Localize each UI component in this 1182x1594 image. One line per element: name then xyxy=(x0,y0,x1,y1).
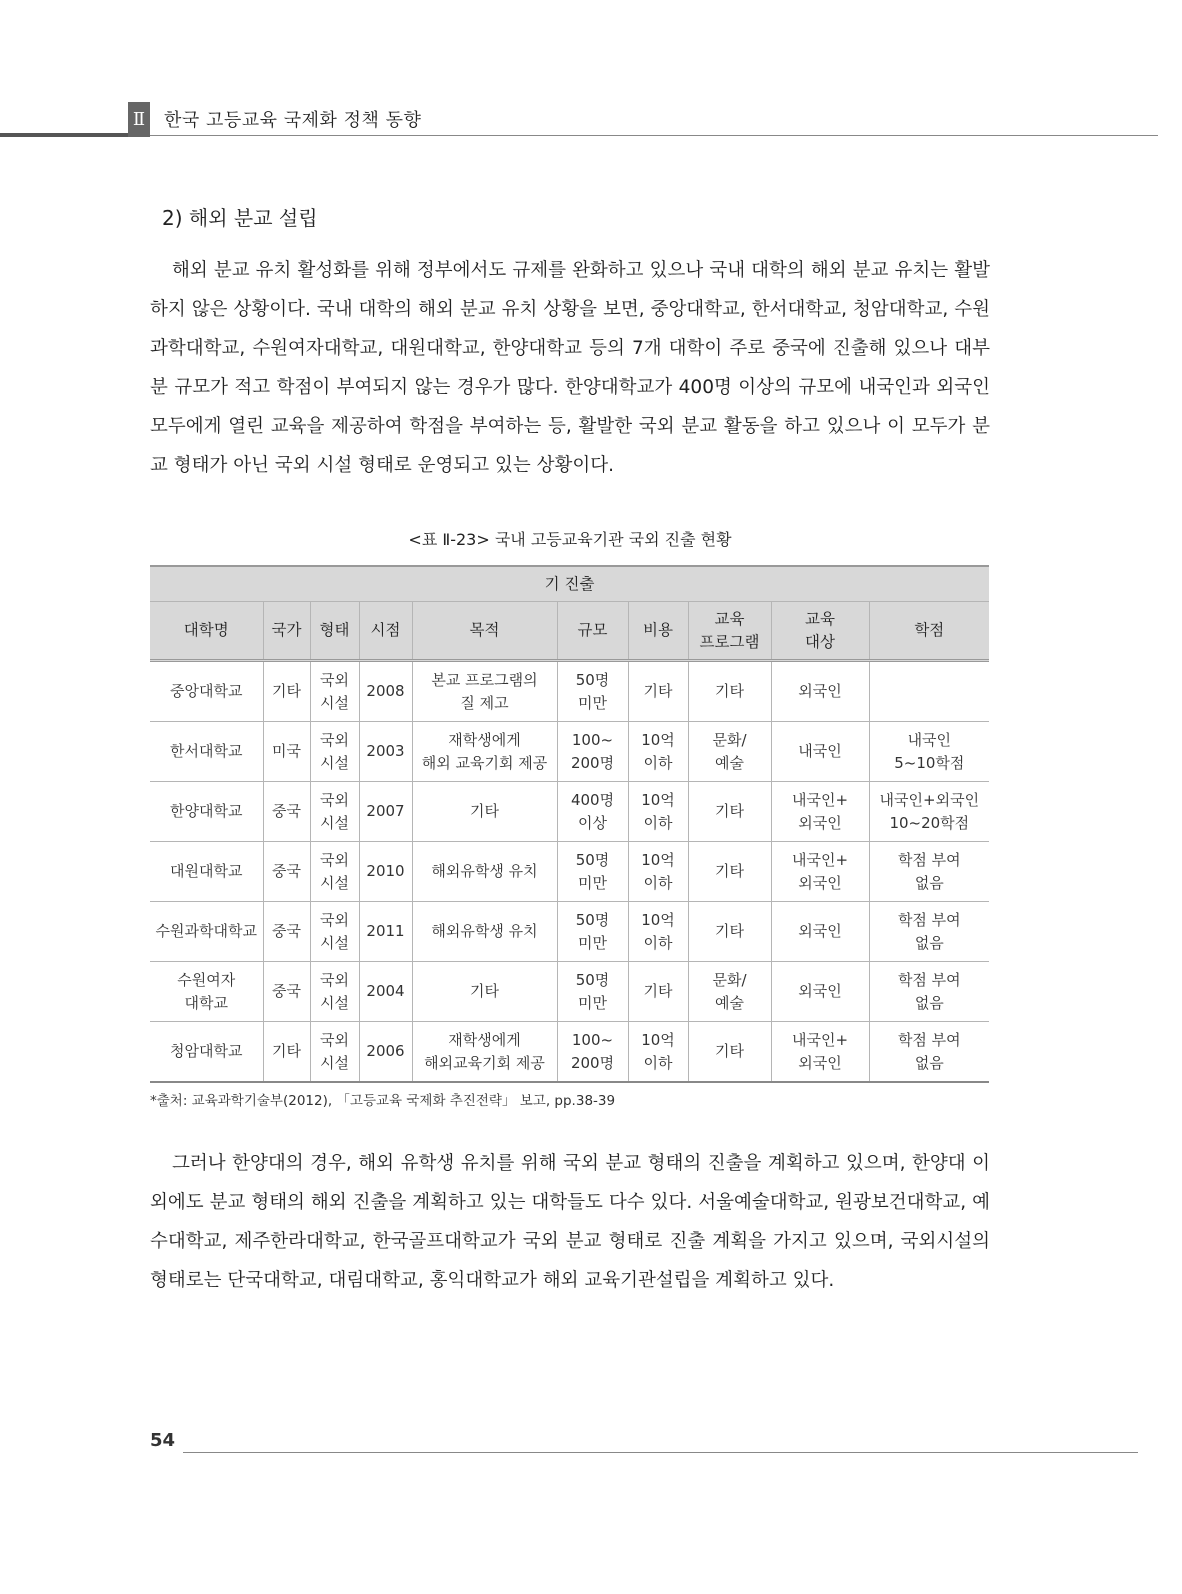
table-group-header: 기 진출 xyxy=(150,566,989,602)
table-cell: 외국인 xyxy=(771,962,869,1022)
table-row xyxy=(150,722,989,782)
table-cell: 기타 xyxy=(688,842,771,902)
table-cell: 학점 부여 없음 xyxy=(869,1022,989,1083)
table-cell: 2010 xyxy=(359,842,412,902)
table-cell: 학점 부여 없음 xyxy=(869,962,989,1022)
table-cell xyxy=(869,661,989,722)
table-cell: 기타 xyxy=(412,782,557,842)
table-cell: 중국 xyxy=(263,902,310,962)
table-cell: 10억 이하 xyxy=(628,722,688,782)
section-title: 2) 해외 분교 설립 xyxy=(162,206,318,230)
table-cell: 기타 xyxy=(688,782,771,842)
table-cell: 국외 시설 xyxy=(310,902,359,962)
table-cell: 중앙대학교 xyxy=(150,661,263,722)
table-cell: 해외유학생 유치 xyxy=(412,842,557,902)
table-cell: 기타 xyxy=(263,1022,310,1083)
table-cell: 수원과학대학교 xyxy=(150,902,263,962)
table-cell: 2008 xyxy=(359,661,412,722)
table-cell: 2003 xyxy=(359,722,412,782)
table-cell: 2011 xyxy=(359,902,412,962)
chapter-title: 한국 고등교육 국제화 정책 동향 xyxy=(164,110,422,131)
table-cell: 내국인 5~10학점 xyxy=(869,722,989,782)
column-header: 교육 프로그램 xyxy=(688,602,771,661)
table-cell: 100~ 200명 xyxy=(557,722,628,782)
column-header: 규모 xyxy=(557,602,628,661)
table-cell: 50명 미만 xyxy=(557,962,628,1022)
header-rule xyxy=(128,135,1158,136)
table-cell: 50명 미만 xyxy=(557,842,628,902)
table-row xyxy=(150,902,989,962)
table-cell: 대원대학교 xyxy=(150,842,263,902)
table-cell: 한양대학교 xyxy=(150,782,263,842)
column-header: 비용 xyxy=(628,602,688,661)
column-header: 시점 xyxy=(359,602,412,661)
table-cell: 국외 시설 xyxy=(310,722,359,782)
table-cell: 10억 이하 xyxy=(628,1022,688,1083)
table-cell: 내국인+ 외국인 xyxy=(771,842,869,902)
table-cell: 한서대학교 xyxy=(150,722,263,782)
table-row xyxy=(150,1022,989,1083)
table-cell: 50명 미만 xyxy=(557,661,628,722)
body-paragraph-2: 그러나 한양대의 경우, 해외 유학생 유치를 위해 국외 분교 형태의 진출을 계획하고 있으며, 한양대 이외에도 분교 형태의 해외 진출을 계획하고 있는 대학들도 다수 있다. 서울예술대학교, 원광보건대학교, 예수대학교, 제주한라대학교, 한국골프대학교가 국외 분교 형태로 진출 계획을 가지고 있으며, 국외시설의 형태로는 단국대학교, 대림대학교, 홍익대학교가 해외 교육기관설립을 계획하고 있다. xyxy=(150,1153,990,1291)
table-cell: 기타 xyxy=(628,661,688,722)
table-cell: 10억 이하 xyxy=(628,902,688,962)
table-cell: 내국인+외국인 10~20학점 xyxy=(869,782,989,842)
table-cell: 문화/ 예술 xyxy=(688,962,771,1022)
table-cell: 400명 이상 xyxy=(557,782,628,842)
table-source: *출처: 교육과학기술부(2012), 「고등교육 국제화 추진전략」 보고, pp.38-39 xyxy=(150,1093,616,1109)
column-header: 형태 xyxy=(310,602,359,661)
page-number: 54 xyxy=(150,1430,176,1451)
footer-rule xyxy=(183,1452,1138,1453)
table-cell: 미국 xyxy=(263,722,310,782)
table-cell: 중국 xyxy=(263,782,310,842)
table-row xyxy=(150,842,989,902)
table-cell: 학점 부여 없음 xyxy=(869,842,989,902)
column-header: 학점 xyxy=(869,602,989,661)
data-table xyxy=(150,565,989,1083)
table-cell: 재학생에게 해외교육기회 제공 xyxy=(412,1022,557,1083)
table-row xyxy=(150,962,989,1022)
running-header xyxy=(0,102,1182,142)
table-cell: 수원여자 대학교 xyxy=(150,962,263,1022)
table-cell: 내국인 xyxy=(771,722,869,782)
column-header: 교육 대상 xyxy=(771,602,869,661)
table-row xyxy=(150,782,989,842)
column-header: 목적 xyxy=(412,602,557,661)
header-bar xyxy=(0,133,128,137)
table-cell: 기타 xyxy=(628,962,688,1022)
table-cell: 10억 이하 xyxy=(628,782,688,842)
table-cell: 중국 xyxy=(263,842,310,902)
table-cell: 50명 미만 xyxy=(557,902,628,962)
table-cell: 기타 xyxy=(263,661,310,722)
table-cell: 2004 xyxy=(359,962,412,1022)
body-paragraph-1: 해외 분교 유치 활성화를 위해 정부에서도 규제를 완화하고 있으나 국내 대학의 해외 분교 유치는 활발하지 않은 상황이다. 국내 대학의 해외 분교 유치 상황을 보면, 중앙대학교, 한서대학교, 청암대학교, 수원과학대학교, 수원여자대학교, 대원대학교, 한양대학교 등의 7개 대학이 주로 중국에 진출해 있으나 대부분 규모가 적고 학점이 부여되지 않는 경우가 많다. 한양대학교가 400명 이상의 규모에 내국인과 외국인 모두에게 열린 교육을 제공하여 학점을 부여하는 등, 활발한 국외 분교 활동을 하고 있으나 이 모두가 분교 형태가 아닌 국외 시설 형태로 운영되고 있는 상황이다. xyxy=(150,260,990,476)
chapter-number: Ⅱ xyxy=(128,102,150,137)
table-cell: 2006 xyxy=(359,1022,412,1083)
table-cell: 학점 부여 없음 xyxy=(869,902,989,962)
table-cell: 국외 시설 xyxy=(310,1022,359,1083)
column-header: 대학명 xyxy=(150,602,263,661)
column-header: 국가 xyxy=(263,602,310,661)
table-cell: 본교 프로그램의 질 제고 xyxy=(412,661,557,722)
table-cell: 외국인 xyxy=(771,902,869,962)
table-cell: 중국 xyxy=(263,962,310,1022)
table-caption: <표 Ⅱ-23> 국내 고등교육기관 국외 진출 현황 xyxy=(408,530,732,549)
table-row xyxy=(150,661,989,722)
table-cell: 국외 시설 xyxy=(310,962,359,1022)
table-cell: 기타 xyxy=(688,902,771,962)
table-cell: 내국인+ 외국인 xyxy=(771,782,869,842)
table-cell: 10억 이하 xyxy=(628,842,688,902)
table-cell: 해외유학생 유치 xyxy=(412,902,557,962)
table-cell: 내국인+ 외국인 xyxy=(771,1022,869,1083)
table-cell: 국외 시설 xyxy=(310,782,359,842)
table-cell: 외국인 xyxy=(771,661,869,722)
table-cell: 재학생에게 해외 교육기회 제공 xyxy=(412,722,557,782)
table-cell: 국외 시설 xyxy=(310,661,359,722)
table-cell: 기타 xyxy=(688,1022,771,1083)
table-cell: 문화/ 예술 xyxy=(688,722,771,782)
table-cell: 2007 xyxy=(359,782,412,842)
table-cell: 청암대학교 xyxy=(150,1022,263,1083)
table-cell: 기타 xyxy=(688,661,771,722)
table-cell: 100~ 200명 xyxy=(557,1022,628,1083)
table-cell: 기타 xyxy=(412,962,557,1022)
table-cell: 국외 시설 xyxy=(310,842,359,902)
